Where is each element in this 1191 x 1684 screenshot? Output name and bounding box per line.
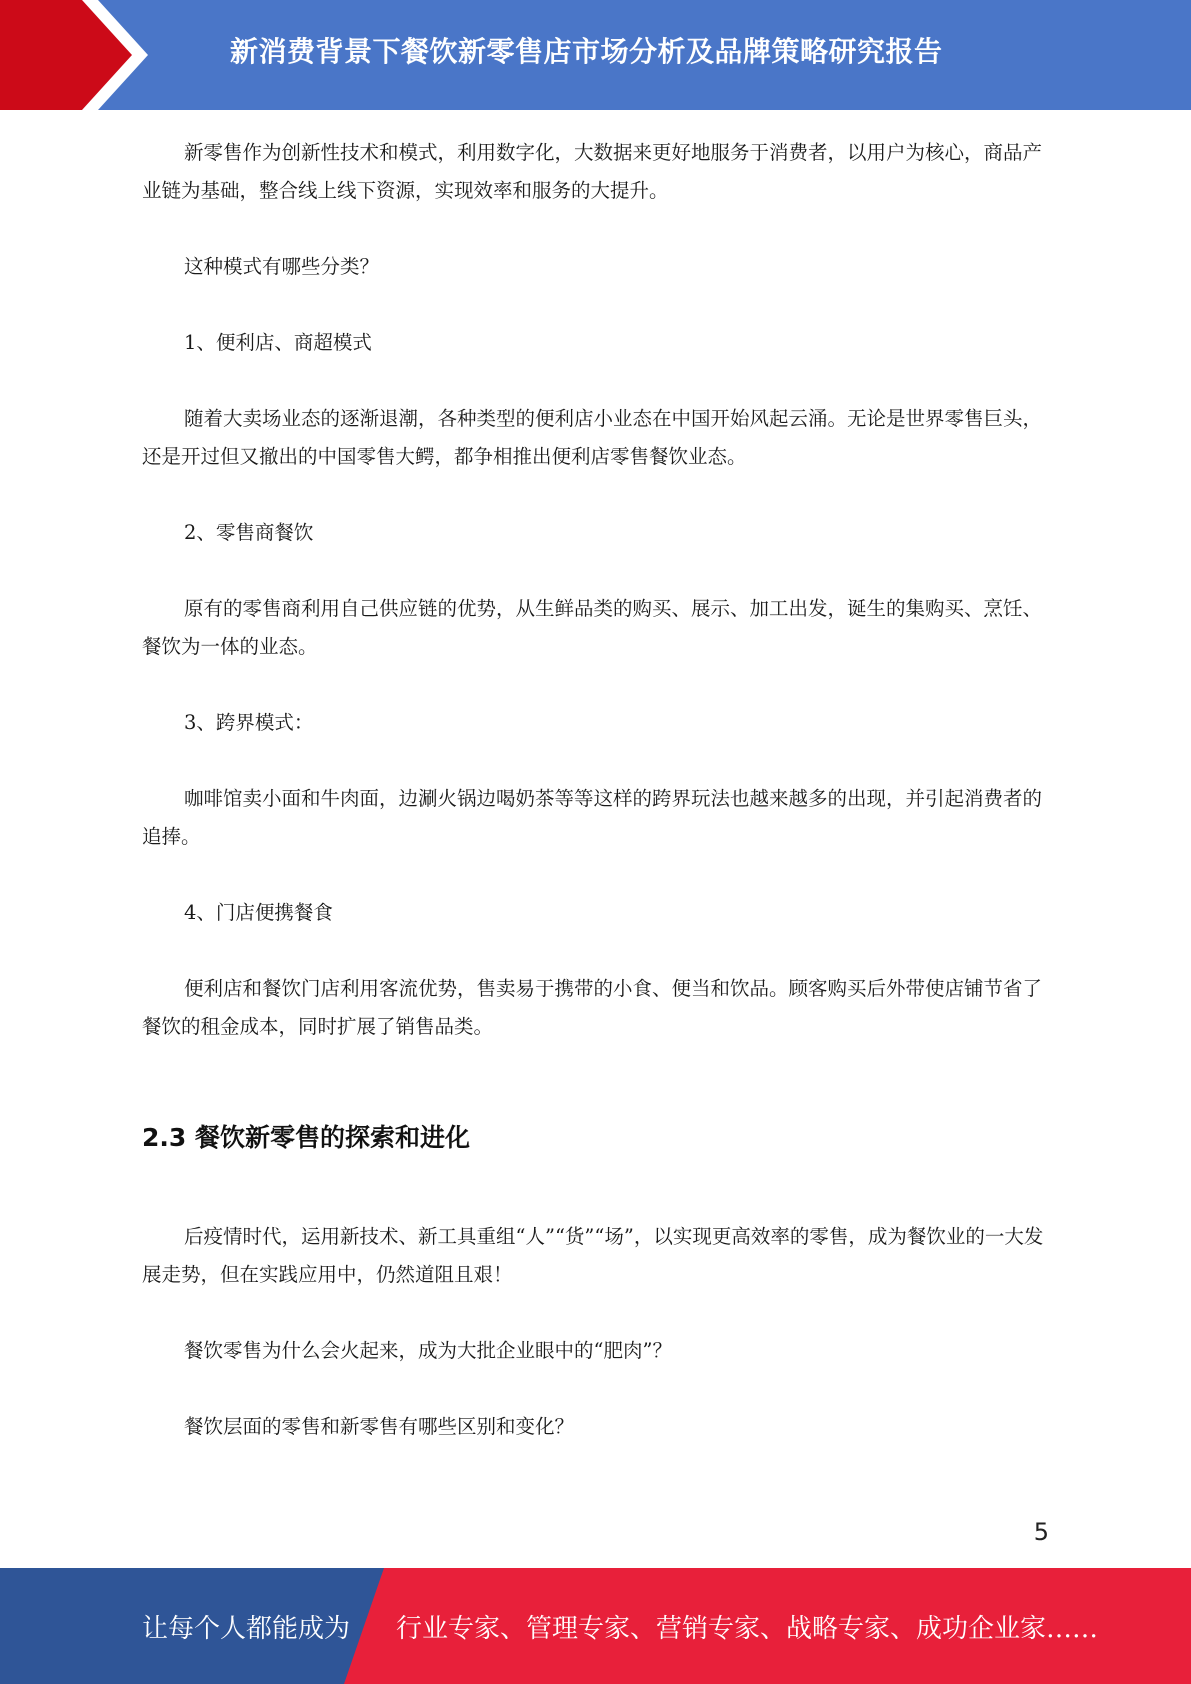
paragraph: 随着大卖场业态的逐渐退潮，各种类型的便利店小业态在中国开始风起云涌。无论是世界零售巨头，还是开过但又撤出的中国零售大鳄，都争相推出便利店零售餐饮业态。 bbox=[142, 407, 1043, 468]
list-item-heading: 1、便利店、商超模式 bbox=[184, 331, 372, 354]
paragraph: 后疫情时代，运用新技术、新工具重组“人”“货”“场”，以实现更高效率的零售，成为餐饮业的一大发展走势，但在实践应用中，仍然道阻且艰！ bbox=[142, 1225, 1044, 1286]
footer-slogan-right: 行业专家、管理专家、营销专家、战略专家、成功企业家…… bbox=[396, 1614, 1099, 1644]
paragraph: 咖啡馆卖小面和牛肉面，边涮火锅边喝奶茶等等这样的跨界玩法也越来越多的出现，并引起消费者的追捧。 bbox=[142, 787, 1043, 848]
page-footer bbox=[0, 1568, 1191, 1684]
page-number: 5 bbox=[1033, 1518, 1049, 1546]
paragraph: 新零售作为创新性技术和模式，利用数字化，大数据来更好地服务于消费者，以用户为核心，商品产业链为基础，整合线上线下资源，实现效率和服务的大提升。 bbox=[142, 141, 1043, 202]
paragraph: 这种模式有哪些分类？ bbox=[184, 255, 380, 278]
paragraph: 便利店和餐饮门店利用客流优势，售卖易于携带的小食、便当和饮品。顾客购买后外带使店铺节省了餐饮的租金成本，同时扩展了销售品类。 bbox=[142, 977, 1043, 1038]
page-content bbox=[142, 134, 1047, 1484]
list-item-heading: 4、门店便携餐食 bbox=[184, 901, 333, 924]
list-item-heading: 2、零售商餐饮 bbox=[184, 521, 314, 544]
section-heading: 2.3 餐饮新零售的探索和进化 bbox=[142, 1123, 470, 1152]
paragraph: 原有的零售商利用自己供应链的优势，从生鲜品类的购买、展示、加工出发，诞生的集购买、烹饪、餐饮为一体的业态。 bbox=[142, 597, 1043, 658]
paragraph: 餐饮零售为什么会火起来，成为大批企业眼中的“肥肉”？ bbox=[184, 1339, 672, 1362]
header-arrow-icon bbox=[0, 0, 160, 110]
list-item-heading: 3、跨界模式： bbox=[184, 711, 314, 734]
page-header bbox=[0, 0, 1191, 110]
document-title: 新消费背景下餐饮新零售店市场分析及品牌策略研究报告 bbox=[230, 35, 943, 68]
paragraph: 餐饮层面的零售和新零售有哪些区别和变化？ bbox=[184, 1415, 575, 1438]
footer-slogan-left: 让每个人都能成为 bbox=[142, 1614, 351, 1644]
